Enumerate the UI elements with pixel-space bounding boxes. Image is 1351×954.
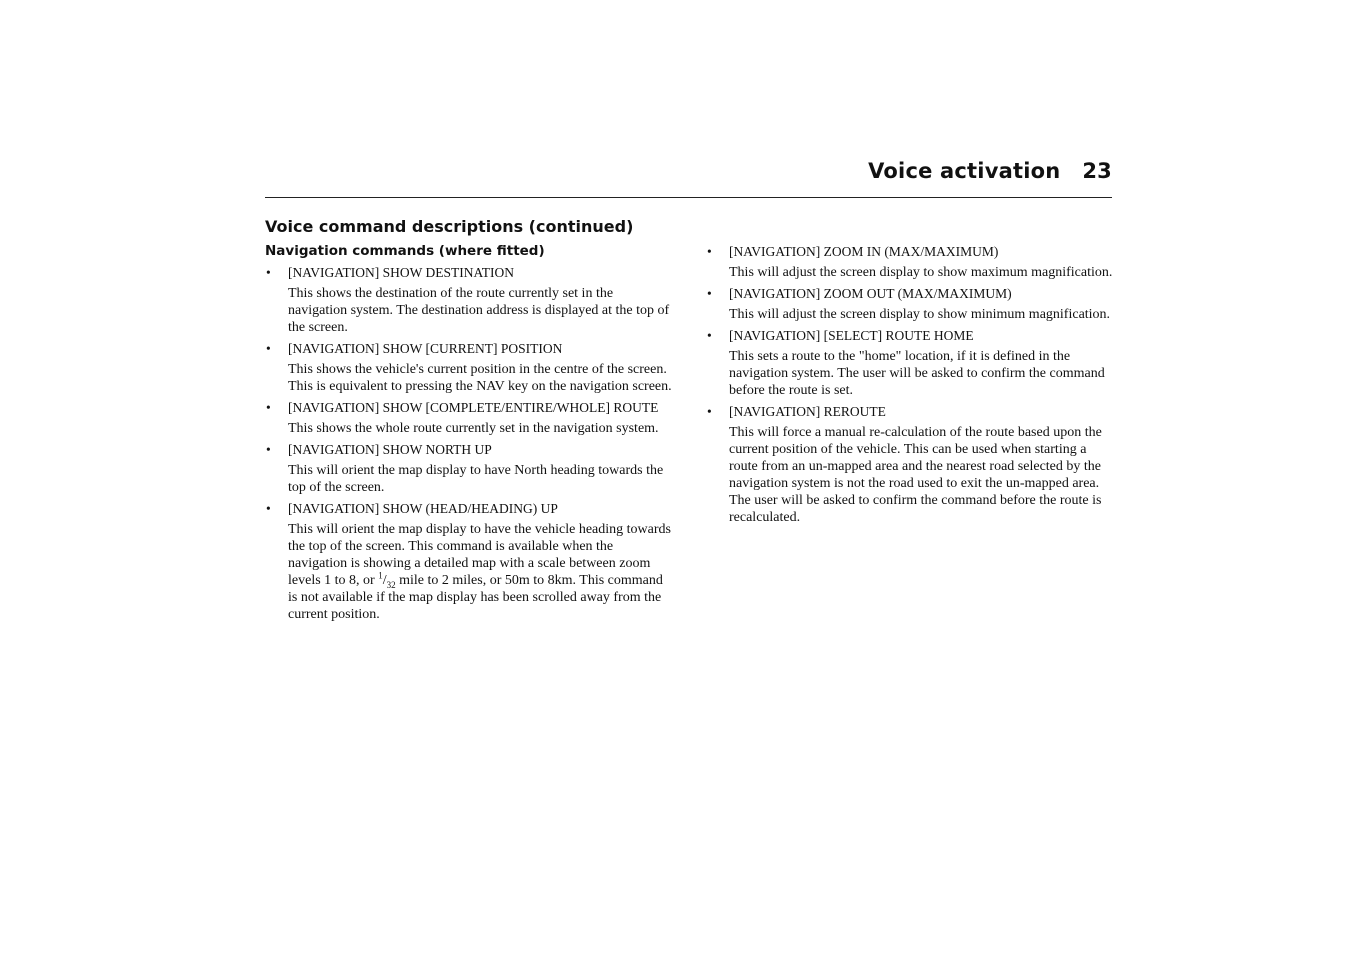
bullet-icon: • (266, 442, 271, 457)
command-label (265, 264, 675, 281)
right-column (706, 243, 1116, 530)
command-label (706, 327, 1116, 344)
command-text: [NAVIGATION] [SELECT] ROUTE HOME (729, 328, 974, 343)
command-label (265, 399, 675, 416)
list-item (706, 327, 1116, 399)
bullet-icon: • (707, 286, 712, 301)
command-text: [NAVIGATION] ZOOM OUT (MAX/MAXIMUM) (729, 286, 1012, 301)
command-label (706, 403, 1116, 420)
fraction-denominator: 32 (386, 579, 396, 590)
command-text: [NAVIGATION] REROUTE (729, 404, 886, 419)
bullet-icon: • (266, 265, 271, 280)
description-text: This will orient the map display to have the vehicle heading towards the top of the screen. This command is available when the navigation is showing a detailed map with a scale between zoom levels 1 to 8, or (288, 522, 671, 588)
left-column (265, 243, 675, 627)
command-label (265, 441, 675, 458)
list-item (706, 403, 1116, 526)
bullet-icon: • (266, 501, 271, 516)
command-label (706, 243, 1116, 260)
command-text: [NAVIGATION] SHOW [COMPLETE/ENTIRE/WHOLE] ROUTE (288, 400, 659, 415)
command-text: [NAVIGATION] SHOW DESTINATION (288, 265, 514, 280)
list-item (706, 285, 1116, 323)
bullet-icon: • (266, 400, 271, 415)
command-description: This shows the whole route currently set in the navigation system. (288, 421, 659, 436)
command-description: This will force a manual re-calculation of the route based upon the current position of the vehicle. This can be used when starting a route from an un-mapped area and the nearest road selected by the navigation system is not the road used to exit the un-mapped area. The user will be asked to confirm the command before the route is recalculated. (729, 425, 1102, 525)
command-label (265, 500, 675, 517)
command-label (265, 340, 675, 357)
command-description: This will adjust the screen display to show minimum magnification. (729, 307, 1111, 322)
command-text: [NAVIGATION] ZOOM IN (MAX/MAXIMUM) (729, 244, 999, 259)
command-text: [NAVIGATION] SHOW (HEAD/HEADING) UP (288, 501, 558, 516)
bullet-icon: • (707, 328, 712, 343)
fraction-slash: / (382, 573, 387, 588)
list-item (265, 340, 675, 395)
subheading: Navigation commands (where fitted) (265, 243, 545, 259)
header-title-text: Voice activation (868, 159, 1061, 183)
list-item (265, 399, 675, 437)
list-item (265, 441, 675, 496)
command-description: This shows the destination of the route currently set in the navigation system. The destination address is displayed at the top of the screen. (288, 286, 670, 335)
list-item (265, 500, 675, 623)
command-description: This shows the vehicle's current position in the centre of the screen. This is equivalent to pressing the NAV key on the navigation screen. (288, 362, 672, 394)
command-description (265, 521, 675, 623)
page-title (868, 159, 1112, 183)
command-label (706, 285, 1116, 302)
list-item (706, 243, 1116, 281)
command-description: This will orient the map display to have North heading towards the top of the screen. (288, 463, 664, 495)
page-header (265, 155, 1112, 198)
command-description: This will adjust the screen display to show maximum magnification. (729, 265, 1113, 280)
fraction-numerator: 1 (378, 570, 383, 581)
description-text: mile to 2 miles, or 50m to 8km. This command is not available if the map display has been scrolled away from the current position. (288, 573, 663, 622)
bullet-icon: • (707, 404, 712, 419)
page-number: 23 (1082, 159, 1112, 183)
bullet-icon: • (266, 341, 271, 356)
command-text: [NAVIGATION] SHOW [CURRENT] POSITION (288, 341, 563, 356)
list-item (265, 264, 675, 336)
command-text: [NAVIGATION] SHOW NORTH UP (288, 442, 492, 457)
bullet-icon: • (707, 244, 712, 259)
section-title: Voice command descriptions (continued) (265, 217, 634, 236)
command-description: This sets a route to the "home" location, if it is defined in the navigation system. The user will be asked to confirm the command before the route is set. (729, 349, 1105, 398)
